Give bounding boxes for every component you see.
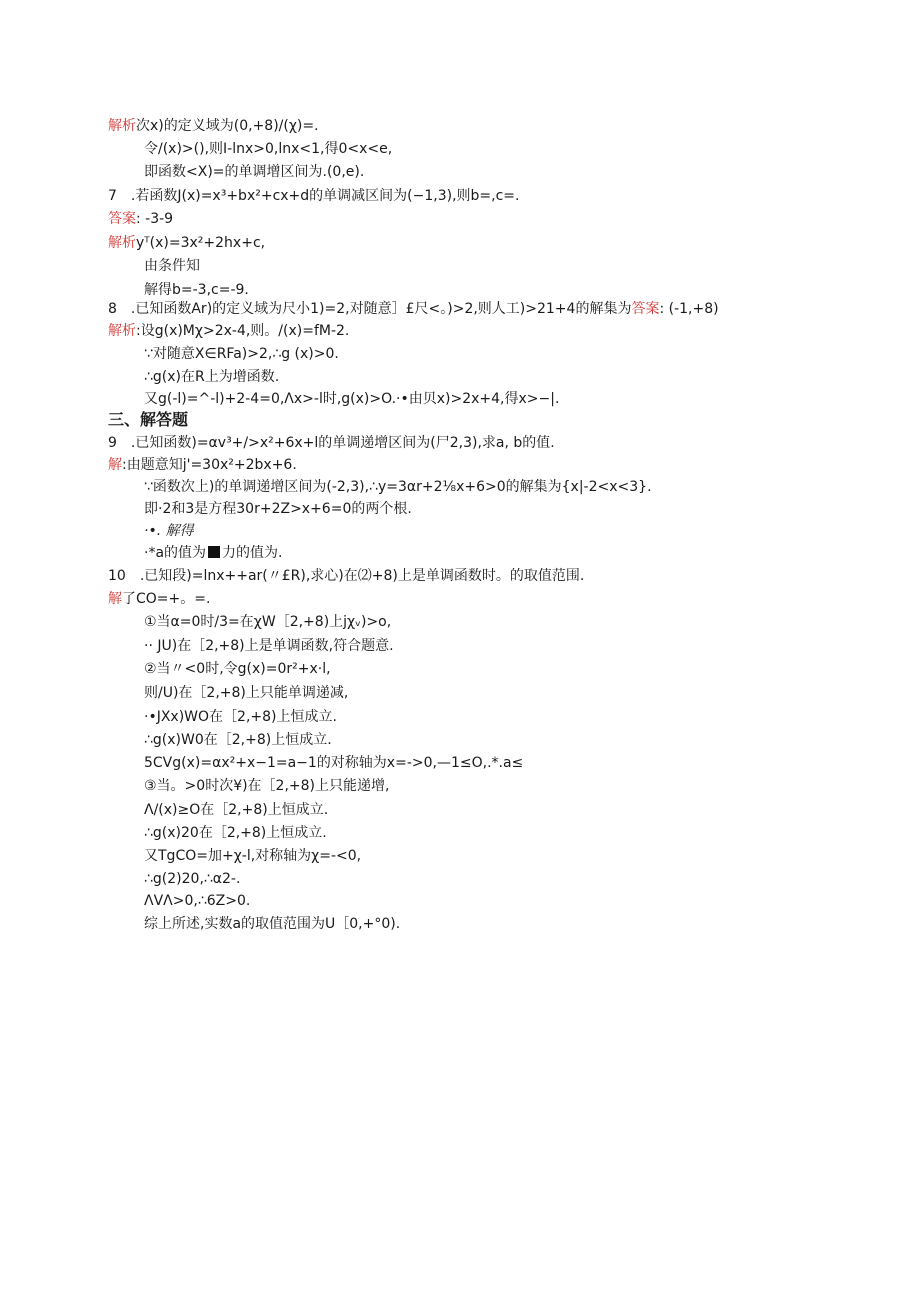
question-7: 7 .若函数J(x)=x³+bx²+cx+d的单调减区间为(−1,3),则b=,c=.: [108, 188, 520, 204]
line-31: Λ/(x)≥O在［2,+8)上恒成立.: [144, 802, 329, 818]
line-23: ①当α=0时/3=在χW［2,+8)上jχᵥ)>o,: [144, 614, 392, 630]
line-22: 解了CO=+。=.: [108, 591, 211, 607]
line-34: ∴g(2)20,∴α2-.: [144, 871, 241, 887]
line-19: ·•. 解得: [144, 523, 194, 539]
line-33: 又TgCO=加+χ-l,对称轴为χ=-<0,: [144, 848, 362, 864]
line-20: ·*a的值为 力的值为.: [144, 545, 283, 561]
line-36: 综上所述,实数a的取值范围为U［0,+°0).: [144, 916, 401, 932]
question-10: 10 .已知段)=lnx++ar(〃£R),求心)在⑵+8)上是单调函数时。的取值范围.: [108, 568, 585, 584]
line-25: ②当〃<0时,令g(x)=0r²+x·l,: [144, 661, 331, 677]
line-3: 即函数<X)=的单调增区间为.(0,e).: [144, 164, 365, 180]
line-6: 解析yᵀ(x)=3x²+2hx+c,: [108, 235, 266, 251]
line-12: ∴g(x)在R上为增函数.: [144, 369, 280, 385]
line-35: ΛVΛ>0,∴6Z>0.: [144, 893, 251, 909]
line-2: 令/(x)>(),则I-lnx>0,lnx<1,得0<x<e,: [144, 141, 393, 157]
question-8: 8 .已知函数Ar)的定义域为尺小1)=2,对随意］£尺<。)>2,则人工)>21+4的解集为答案: (-1,+8): [108, 301, 719, 317]
question-9: 9 .已知函数)=αv³+/>x²+6x+l的单调递增区间为(尸2,3),求a, b的值.: [108, 435, 555, 451]
section-heading: 三、解答题: [108, 410, 189, 429]
line-17: ∵函数次上)的单调递增区间为(-2,3),∴y=3αr+2⅛x+6>0的解集为{x|-2<x<3}.: [144, 479, 652, 495]
answer-7: 答案: -3-9: [108, 211, 174, 227]
filled-square-glyph: [208, 546, 220, 558]
line-24: ·· JU)在［2,+8)上是单调函数,符合题意.: [144, 638, 394, 654]
line-29: 5CVg(x)=αx²+x−1=a−1的对称轴为x=->0,—1≤O,.*.a≤: [144, 755, 524, 771]
line-1: 解析次x)的定义域为(0,+8)/(χ)=.: [108, 118, 319, 134]
line-18: 即·2和3是方程30r+2Z>x+6=0的两个根.: [144, 501, 412, 517]
line-11: ∵对随意X∈RFa)>2,∴g (x)>0.: [144, 346, 339, 362]
line-16: 解:由题意知j'=30x²+2bx+6.: [108, 457, 297, 473]
line-10: 解析:设g(x)Mχ>2x-4,则。/(x)=fM-2.: [108, 323, 350, 339]
line-26: 则/U)在［2,+8)上只能单调递减,: [144, 685, 349, 701]
line-28: ∴g(x)W0在［2,+8)上恒成立.: [144, 732, 332, 748]
line-27: ·•JXx)WO在［2,+8)上恒成立.: [144, 709, 337, 725]
line-30: ③当。>0时次¥)在［2,+8)上只能递增,: [144, 778, 390, 794]
line-7: 由条件知: [144, 258, 200, 274]
line-8: 解得b=-3,c=-9.: [144, 282, 249, 298]
line-13: 又g(-l)=^-l)+2-4=0,Λx>-l时,g(x)>O.·•由贝x)>2x+4,得x>−|.: [144, 391, 560, 407]
label-jiexi: 解析: [108, 118, 136, 134]
line-32: ∴g(x)20在［2,+8)上恒成立.: [144, 825, 327, 841]
